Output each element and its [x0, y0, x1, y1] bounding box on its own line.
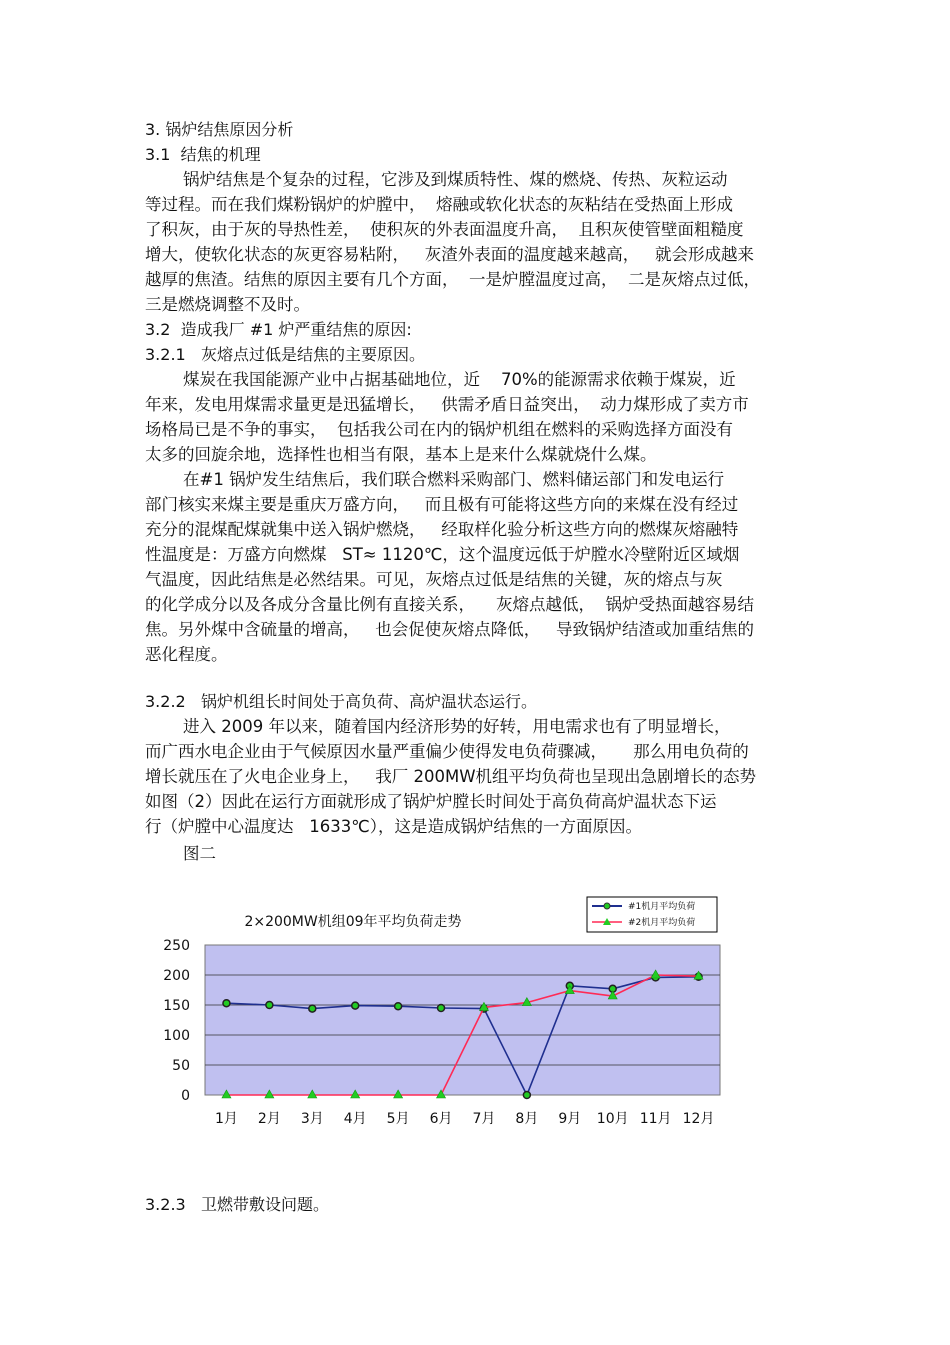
x-tick-label: 7月 [472, 1111, 496, 1127]
y-tick-label: 150 [163, 998, 190, 1014]
x-tick-label: 11月 [639, 1111, 672, 1127]
text-line: 场格局已是不争的事实， 包括我公司在内的锅炉机组在燃料的采购选择方面没有 [145, 420, 733, 439]
y-tick-label: 250 [163, 938, 190, 954]
plot-area [205, 945, 720, 1095]
y-tick-label: 50 [172, 1058, 190, 1074]
section-3-2-title: 3.2 造成我厂 #1 炉严重结焦的原因: [145, 320, 412, 339]
text-line: 气温度，因此结焦是必然结果。可见，灰熔点过低是结焦的关键，灰的熔点与灰 [145, 570, 723, 589]
text-line: 性温度是：万盛方向燃煤 ST≈ 1120℃，这个温度远低于炉膛水冷壁附近区域烟 [145, 545, 740, 564]
section-3-title: 3. 锅炉结焦原因分析 [145, 120, 294, 139]
text-line: 充分的混煤配煤就集中送入锅炉燃烧， 经取样化验分析这些方向的燃煤灰熔融特 [145, 520, 739, 539]
text-line: 行（炉膛中心温度达 1633℃），这是造成锅炉结焦的一方面原因。 [145, 817, 643, 836]
text-line: 恶化程度。 [145, 645, 228, 664]
section-3-2-1-title: 3.2.1 灰熔点过低是结焦的主要原因。 [145, 345, 425, 364]
y-tick-label: 200 [163, 968, 190, 984]
series-1-point [266, 1002, 273, 1009]
x-tick-label: 8月 [515, 1111, 539, 1127]
text-line: 太多的回旋余地，选择性也相当有限，基本上是来什么煤就烧什么煤。 [145, 445, 657, 464]
x-tick-label: 5月 [386, 1111, 410, 1127]
text-line: 年来，发电用煤需求量更是迅猛增长， 供需矛盾日益突出， 动力煤形成了卖方市 [145, 395, 749, 414]
y-tick-label: 0 [181, 1088, 190, 1104]
text-line: 三是燃烧调整不及时。 [145, 295, 310, 314]
text-line: 如图（2）因此在运行方面就形成了锅炉炉膛长时间处于高负荷高炉温状态下运 [145, 792, 717, 811]
series-1-point [523, 1092, 530, 1099]
series-1-point [223, 1000, 230, 1007]
x-tick-label: 3月 [300, 1111, 324, 1127]
x-tick-label: 1月 [214, 1111, 238, 1127]
chart-legend [587, 897, 717, 932]
text-line: 的化学成分以及各成分含量比例有直接关系， 灰熔点越低， 锅炉受热面越容易结 [145, 595, 754, 614]
series-1-point [438, 1005, 445, 1012]
series-1-point [352, 1002, 359, 1009]
text-line: 进入 2009 年以来，随着国内经济形势的好转，用电需求也有了明显增长， [183, 717, 731, 736]
text-line: 而广西水电企业由于气候原因水量严重偏少使得发电负荷骤减， 那么用电负荷的 [145, 742, 749, 761]
text-line: 越厚的焦渣。结焦的原因主要有几个方面， 一是炉膛温度过高， 二是灰熔点过低， [145, 270, 760, 289]
figure-label: 图二 [183, 844, 216, 863]
x-tick-label: 12月 [682, 1111, 715, 1127]
load-trend-chart [160, 890, 730, 1140]
text-line: 煤炭在我国能源产业中占据基础地位，近 70%的能源需求依赖于煤炭，近 [183, 370, 736, 389]
text-line: 等过程。而在我们煤粉锅炉的炉膛中， 熔融或软化状态的灰粘结在受热面上形成 [145, 195, 733, 214]
section-3-2-2-title: 3.2.2 锅炉机组长时间处于高负荷、高炉温状态运行。 [145, 692, 537, 711]
text-line: 锅炉结焦是个复杂的过程，它涉及到煤质特性、煤的燃烧、传热、灰粒运动 [183, 170, 728, 189]
text-line: 了积灰，由于灰的导热性差， 使积灰的外表面温度升高， 且积灰使管壁面粗糙度 [145, 220, 744, 239]
x-tick-label: 4月 [343, 1111, 367, 1127]
text-line: 部门核实来煤主要是重庆万盛方向， 而且极有可能将这些方向的来煤在没有经过 [145, 495, 739, 514]
legend-label-1: #1机月平均负荷 [628, 902, 696, 912]
x-tick-label: 6月 [429, 1111, 453, 1127]
legend-label-2: #2机月平均负荷 [628, 918, 696, 928]
text-line: 焦。另外煤中含硫量的增高， 也会促使灰熔点降低， 导致锅炉结渣或加重结焦的 [145, 620, 754, 639]
text-line: 在#1 锅炉发生结焦后，我们联合燃料采购部门、燃料储运部门和发电运行 [183, 470, 725, 489]
section-3-2-3-title: 3.2.3 卫燃带敷设问题。 [145, 1195, 329, 1214]
chart-title: 2×200MW机组09年平均负荷走势 [244, 914, 462, 930]
text-line: 增长就压在了火电企业身上， 我厂 200MW机组平均负荷也呈现出急剧增长的态势 [145, 767, 757, 786]
series-1-point [309, 1005, 316, 1012]
x-tick-label: 2月 [257, 1111, 281, 1127]
x-tick-label: 9月 [558, 1111, 582, 1127]
y-tick-label: 100 [163, 1028, 190, 1044]
legend-marker-1 [604, 903, 610, 909]
section-3-1-title: 3.1 结焦的机理 [145, 145, 261, 164]
text-line: 增大，使软化状态的灰更容易粘附， 灰渣外表面的温度越来越高， 就会形成越来 [145, 245, 754, 264]
series-1-point [395, 1003, 402, 1010]
x-tick-label: 10月 [596, 1111, 629, 1127]
